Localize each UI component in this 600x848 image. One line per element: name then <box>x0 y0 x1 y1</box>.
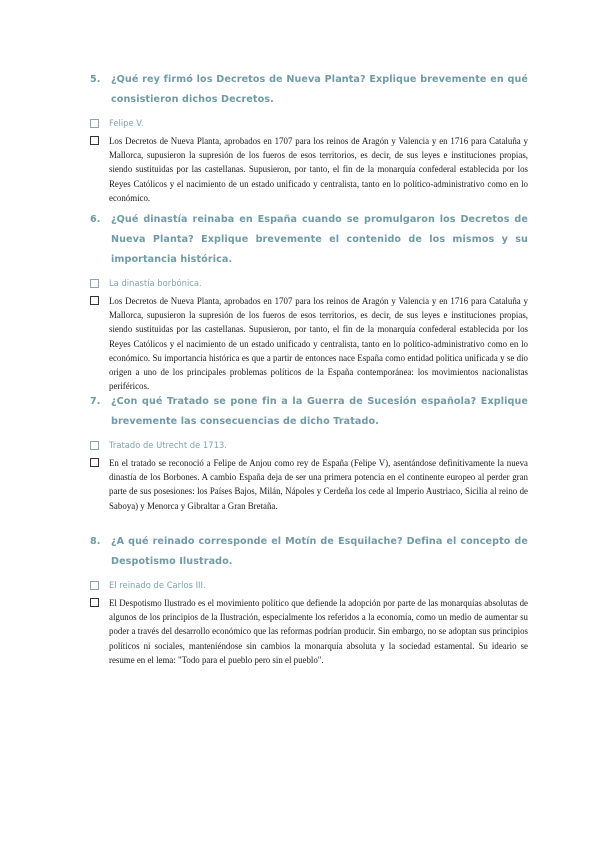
question-text: ¿Qué dinastía reinaba en España cuando se promulgaron los Decretos de Nueva Planta? Explique brevemente el contenido de los mismos y su importancia histórica. <box>111 214 528 265</box>
long-answer-option[interactable] <box>90 294 528 393</box>
long-answer: Los Decretos de Nueva Planta, aprobados en 1707 para los reinos de Aragón y Valencia y en 1716 para Cataluña y Mallorca, supusieron la supresión de los fueros de esos territorios, es decir, de sus leyes e instituciones propias, siendo sustituidas por las castellanas. Supusieron, por tanto, el fin de la monarquía confederal establecida por los Reyes Católicos y el nacimiento de un estado unificado y centralista, tanto en lo político-administrativo como en lo económico. <box>109 136 528 203</box>
question-title <box>90 392 528 432</box>
short-answer-option[interactable] <box>90 117 528 130</box>
long-answer: En el tratado se reconoció a Felipe de Anjou como rey de España (Felipe V), asentándose definitivamente la nueva dinastía de los Borbones. A cambio España deja de ser una primera potencia en el continente europeo al perder gran parte de sus posesiones: los Países Bajos, Milán, Nápoles y Cerdeña los cede al Imperio Austriaco, Sicilia al reino de Saboya) y Menorca y Gibraltar a Gran Bretaña. <box>109 458 528 511</box>
short-answer-option[interactable] <box>90 277 528 290</box>
short-answer-option[interactable] <box>90 579 528 592</box>
checkbox[interactable] <box>90 296 99 305</box>
checkbox[interactable] <box>90 136 99 145</box>
checkbox[interactable] <box>90 119 99 128</box>
question-title <box>90 210 528 270</box>
long-answer: Los Decretos de Nueva Planta, aprobados en 1707 para los reinos de Aragón y Valencia y en 1716 para Cataluña y Mallorca, supusieron la supresión de los fueros de esos territorios, es decir, de sus leyes e instituciones propias, siendo sustituidas por las castellanas. Supusieron, por tanto, el fin de la monarquía confederal establecida por los Reyes Católicos y el nacimiento de un estado unificado y centralista, tanto en lo político-administrativo como en lo económico. Su importancia histórica es que a partir de entonces nace España como entidad política unificada y se dio origen a uno de los principales problemas políticos de la España contemporánea: los movimientos nacionalistas periféricos. <box>109 296 528 392</box>
long-answer: El Despotismo Ilustrado es el movimiento político que defiende la adopción por parte de las monarquías absolutas de algunos de los principios de la Ilustración, especialmente los referidos a la economía, como un medio de aumentar su poder a través del desarrollo económico que las reformas podrían producir. Sin embargo, no se adoptan sus principios políticos ni sociales, manteniéndose sin cambios la monarquía absoluta y la sociedad estamental. Su ideario se resume en el lema: "Todo para el pueblo pero sin el pueblo". <box>109 598 528 665</box>
question-5 <box>90 70 528 205</box>
short-answer: Tratado de Utrecht de 1713. <box>109 440 227 450</box>
question-title <box>90 532 528 572</box>
question-number: 5. <box>90 74 101 85</box>
question-number: 6. <box>90 214 101 225</box>
long-answer-option[interactable] <box>90 456 528 513</box>
short-answer: Felipe V. <box>109 118 144 128</box>
checkbox[interactable] <box>90 581 99 590</box>
checkbox[interactable] <box>90 279 99 288</box>
short-answer: El reinado de Carlos III. <box>109 580 206 590</box>
short-answer-option[interactable] <box>90 439 528 452</box>
long-answer-option[interactable] <box>90 596 528 667</box>
question-number: 7. <box>90 396 101 407</box>
question-7 <box>90 392 528 513</box>
question-8 <box>90 532 528 667</box>
question-text: ¿A qué reinado corresponde el Motín de Esquilache? Defina el concepto de Despotismo Ilustrado. <box>111 536 528 567</box>
question-title <box>90 70 528 110</box>
long-answer-option[interactable] <box>90 134 528 205</box>
question-6 <box>90 210 528 393</box>
checkbox[interactable] <box>90 441 99 450</box>
question-text: ¿Qué rey firmó los Decretos de Nueva Planta? Explique brevemente en qué consistieron dichos Decretos. <box>111 74 528 105</box>
short-answer: La dinastía borbónica. <box>109 278 202 288</box>
question-text: ¿Con qué Tratado se pone fin a la Guerra de Sucesión española? Explique brevemente las consecuencias de dicho Tratado. <box>111 396 528 427</box>
question-number: 8. <box>90 536 101 547</box>
checkbox[interactable] <box>90 458 99 467</box>
checkbox[interactable] <box>90 598 99 607</box>
